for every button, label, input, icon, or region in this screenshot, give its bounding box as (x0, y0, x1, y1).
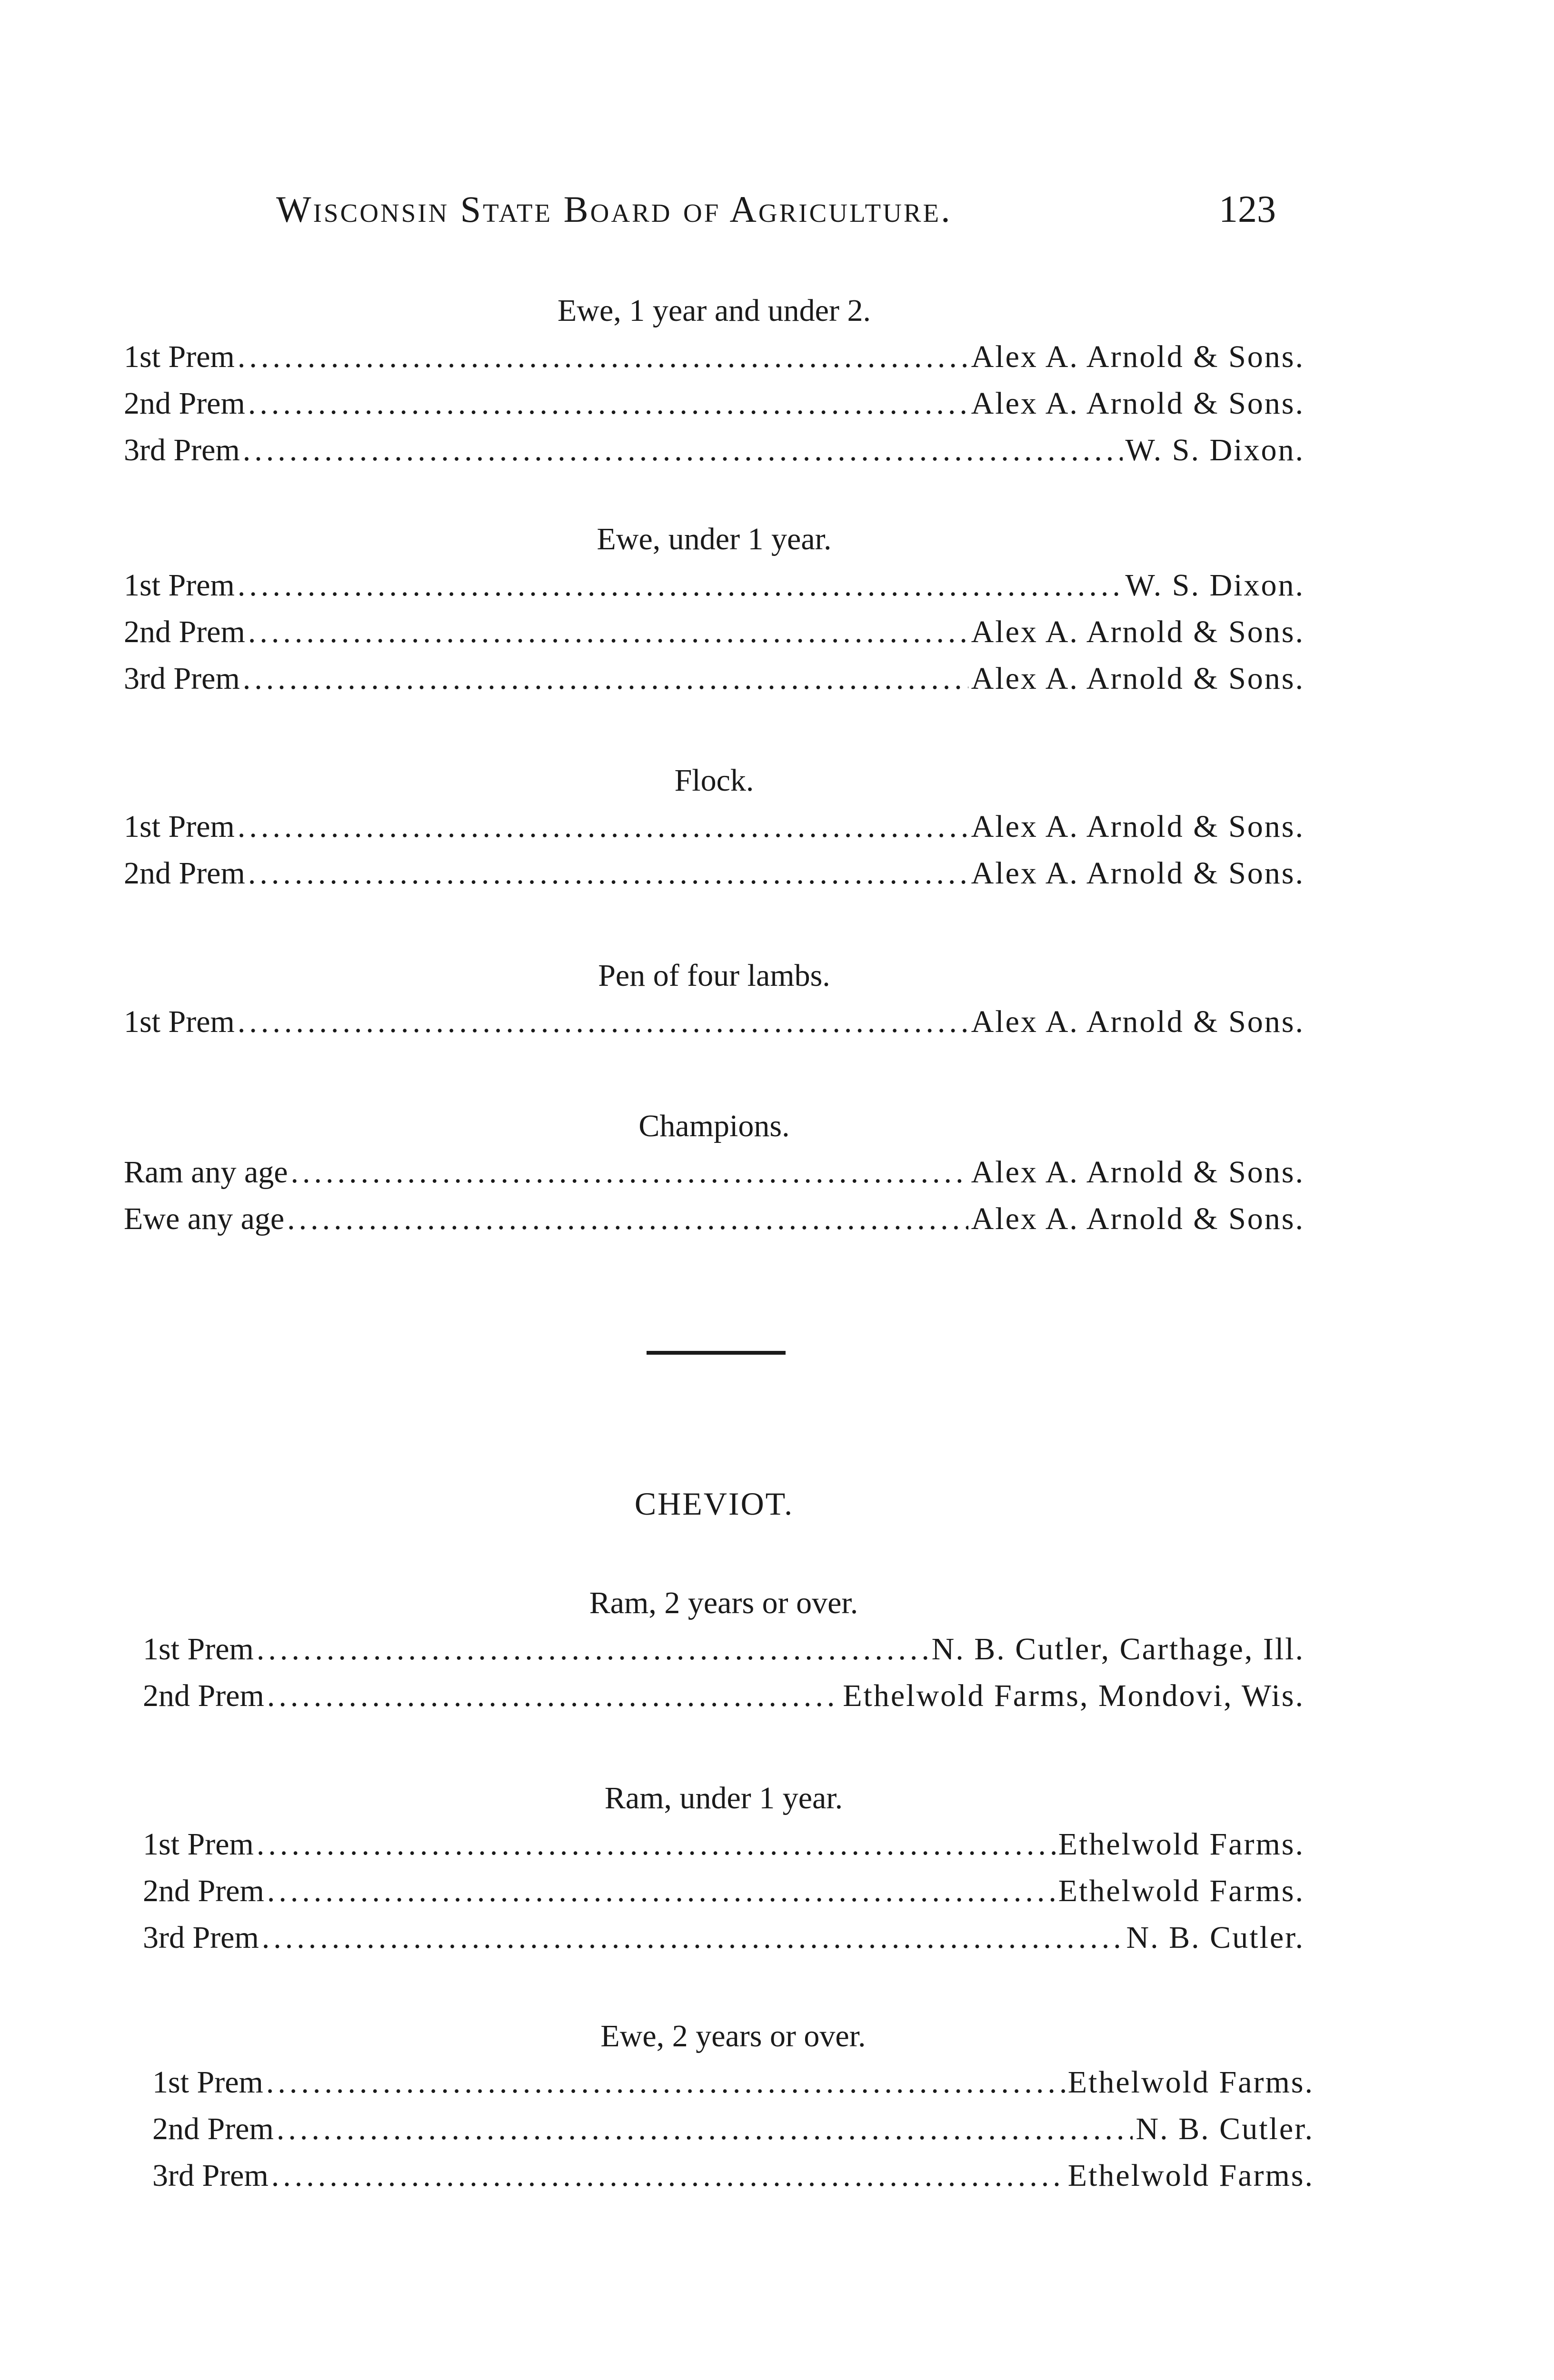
prize-row (143, 1868, 1305, 1914)
prize-label: 3rd Prem (124, 433, 240, 467)
prize-label: 1st Prem (124, 1004, 235, 1039)
prize-row (124, 850, 1305, 897)
prize-label: 2nd Prem (152, 2112, 274, 2146)
dot-leader (291, 1149, 968, 1196)
prize-row (124, 427, 1305, 474)
dot-leader (257, 1626, 929, 1673)
dot-leader (267, 1673, 840, 1719)
prize-label: 1st Prem (143, 1827, 254, 1862)
prize-row (152, 2152, 1314, 2199)
section-heading: Ewe, 2 years or over. (600, 2019, 866, 2053)
prize-winner: Alex A. Arnold & Sons. (971, 1004, 1305, 1039)
dot-leader (243, 427, 1123, 474)
dot-leader (287, 1196, 968, 1242)
prize-row (143, 1626, 1305, 1673)
prize-label: Ram any age (124, 1155, 288, 1190)
prize-row (124, 803, 1305, 850)
dot-leader (248, 609, 968, 655)
section-heading: Ewe, 1 year and under 2. (558, 293, 871, 328)
prize-label: 1st Prem (124, 568, 235, 603)
prize-section (143, 1775, 1305, 1961)
prize-winner: Alex A. Arnold & Sons. (971, 1155, 1305, 1190)
prize-section (124, 288, 1305, 474)
prize-label: 2nd Prem (124, 856, 245, 891)
dot-leader (238, 803, 968, 850)
prize-row (124, 380, 1305, 427)
prize-winner: N. B. Cutler. (1126, 1920, 1305, 1955)
prize-winner: Ethelwold Farms. (1067, 2158, 1314, 2193)
prize-row (124, 609, 1305, 655)
prize-section (124, 953, 1305, 1045)
prize-winner: Alex A. Arnold & Sons. (971, 339, 1305, 374)
prize-row (143, 1821, 1305, 1868)
prize-row (143, 1914, 1305, 1961)
prize-row (124, 1196, 1305, 1242)
prize-winner: Alex A. Arnold & Sons. (971, 856, 1305, 891)
dot-leader (248, 380, 968, 427)
prize-label: 1st Prem (152, 2065, 263, 2100)
prize-section (124, 1103, 1305, 1242)
section-heading: Ram, under 1 year. (604, 1781, 843, 1815)
prize-winner: N. B. Cutler. (1136, 2112, 1314, 2146)
prize-label: 2nd Prem (143, 1678, 264, 1713)
dot-leader (257, 1821, 1056, 1868)
prize-winner: Ethelwold Farms. (1058, 1827, 1305, 1862)
running-head (276, 188, 1276, 245)
prize-section (124, 758, 1305, 897)
section-heading: Ram, 2 years or over. (589, 1586, 858, 1620)
prize-label: 3rd Prem (152, 2158, 269, 2193)
breed-heading: CHEVIOT. (634, 1486, 794, 1522)
prize-row (124, 1149, 1305, 1196)
prize-winner: W. S. Dixon. (1125, 568, 1305, 603)
dot-leader (238, 334, 968, 380)
prize-row (152, 2106, 1314, 2152)
section-heading: Ewe, under 1 year. (597, 522, 832, 556)
prize-label: 1st Prem (143, 1632, 254, 1666)
dot-leader (248, 850, 968, 897)
dot-leader (243, 655, 968, 702)
prize-section (124, 516, 1305, 702)
running-title: Wisconsin State Board of Agriculture. (276, 188, 952, 230)
dot-leader (238, 562, 1123, 609)
dot-leader (271, 2152, 1065, 2199)
prize-row (143, 1673, 1305, 1719)
dot-leader (266, 2059, 1065, 2106)
section-heading: Flock. (674, 763, 754, 798)
prize-row (124, 562, 1305, 609)
prize-winner: W. S. Dixon. (1125, 433, 1305, 467)
prize-label: 2nd Prem (124, 386, 245, 421)
prize-row (152, 2059, 1314, 2106)
prize-section (143, 1580, 1305, 1719)
dot-leader (277, 2106, 1133, 2152)
prize-winner: Alex A. Arnold & Sons. (971, 386, 1305, 421)
prize-label: 1st Prem (124, 339, 235, 374)
prize-label: 1st Prem (124, 809, 235, 844)
prize-winner: N. B. Cutler, Carthage, Ill. (931, 1632, 1305, 1666)
prize-winner: Alex A. Arnold & Sons. (971, 661, 1305, 696)
prize-label: 3rd Prem (143, 1920, 259, 1955)
prize-winner: Alex A. Arnold & Sons. (971, 615, 1305, 649)
prize-label: 2nd Prem (124, 615, 245, 649)
prize-label: 3rd Prem (124, 661, 240, 696)
prize-winner: Ethelwold Farms, Mondovi, Wis. (843, 1678, 1305, 1713)
section-divider (647, 1351, 786, 1355)
prize-label: Ewe any age (124, 1201, 285, 1236)
page-number: 123 (1219, 188, 1276, 230)
prize-section (152, 2013, 1314, 2199)
prize-winner: Alex A. Arnold & Sons. (971, 809, 1305, 844)
prize-row (124, 334, 1305, 380)
section-heading: Champions. (638, 1109, 790, 1143)
prize-winner: Alex A. Arnold & Sons. (971, 1201, 1305, 1236)
prize-label: 2nd Prem (143, 1874, 264, 1908)
dot-leader (238, 999, 968, 1045)
dot-leader (267, 1868, 1056, 1914)
prize-row (124, 655, 1305, 702)
prize-winner: Ethelwold Farms. (1067, 2065, 1314, 2100)
section-heading: Pen of four lambs. (598, 958, 830, 993)
prize-row (124, 999, 1305, 1045)
prize-winner: Ethelwold Farms. (1058, 1874, 1305, 1908)
dot-leader (262, 1914, 1124, 1961)
